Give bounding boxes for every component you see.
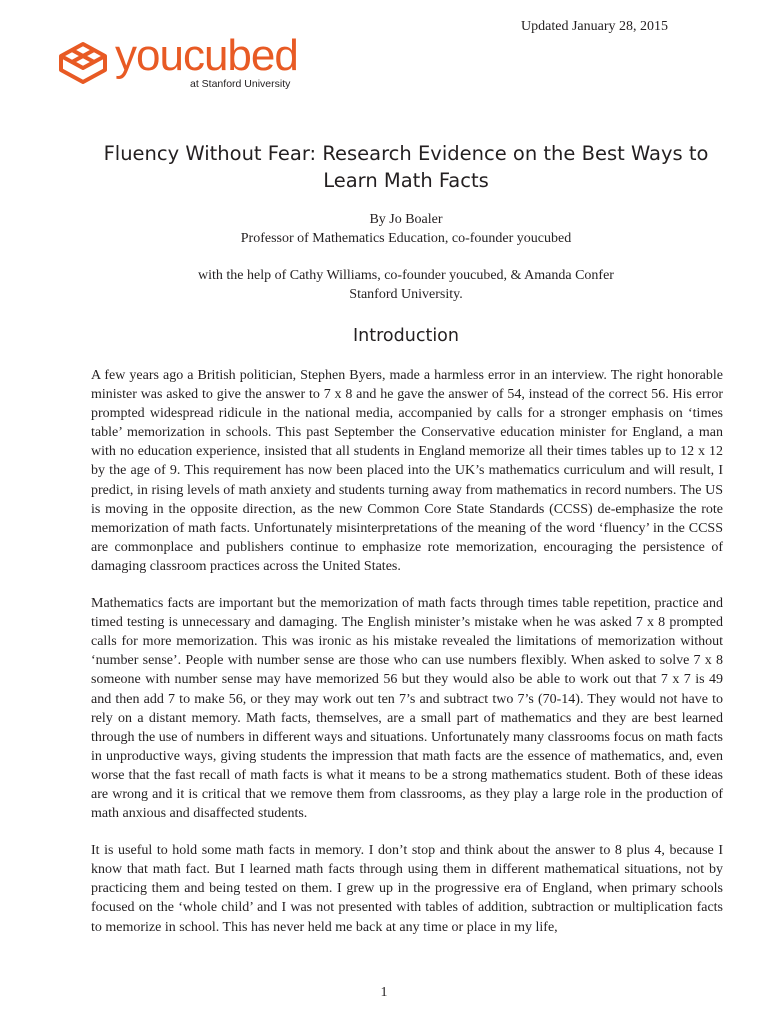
body-text (91, 366, 723, 955)
updated-date: Updated January 28, 2015 (521, 19, 668, 34)
paragraph-2: Mathematics facts are important but the memorization of math facts through times table repetition, practice and timed testing is unnecessary and damaging. The English minister’s mistake when he was asked 7 x 8 prompted calls for more memorization. This was ironic as his mistake revealed the limitations of memorization without ‘number sense’. People with number sense are those who can use numbers flexibly. When asked to solve 7 x 8 someone with number sense may have memorized 56 but they would also be able to work out that 7 x 7 is 49 and then add 7 to make 56, or they may work out ten 7’s and subtract two 7’s (70-14). They would not have to rely on a distant memory. Math facts, themselves, are a small part of mathematics and they are best learned through the use of numbers in different ways and situations. Unfortunately many classrooms focus on math facts in unproductive ways, giving students the impression that math facts are the essence of mathematics, and, even worse that the fast recall of math facts is what it means to be a strong mathematics student. Both of these ideas are wrong and it is critical that we remove them from classrooms, as they play a large role in the production of math anxious and disaffected students. (91, 596, 723, 822)
section-heading: Introduction (353, 326, 459, 346)
cube-logo-icon (57, 40, 109, 86)
logo-word-you: you (115, 31, 183, 80)
help-line: with the help of Cathy Williams, co-founder youcubed, & Amanda Confer (198, 268, 614, 283)
paragraph-1: A few years ago a British politician, Stephen Byers, made a harmless error in an interview. The right honorable minister was asked to give the answer to 7 x 8 and he gave the answer of 54, instead of the correct 56. His error prompted widespread ridicule in the national media, accompanied by calls for a stronger emphasis on ‘times table’ memorization in schools. This past September the Conservative education minister for England, a man with no education experience, insisted that all students in England memorize all their times tables up to 12 x 12 by the age of 9. This requirement has now been placed into the UK’s mathematics curriculum and will result, I predict, in rising levels of math anxiety and students turning away from mathematics in record numbers. The US is moving in the opposite direction, as the new Common Core State Standards (CCSS) de-emphasize the rote memorization of math facts. Unfortunately misinterpretations of the meaning of the word ‘fluency’ in the CCSS are commonplace and publishers continue to emphasize rote memorization, encouraging the persistence of damaging classroom practices across the United States. (91, 368, 723, 574)
document-title: Fluency Without Fear: Research Evidence on the Best Ways to Learn Math Facts (103, 142, 709, 192)
acknowledgement-block (100, 266, 712, 304)
logo-wordmark (115, 31, 298, 81)
author-block (100, 210, 712, 248)
page-number: 1 (380, 985, 388, 1000)
author-byline: By Jo Boaler (369, 212, 443, 227)
help-institution: Stanford University. (349, 287, 463, 302)
logo-subtitle: at Stanford University (190, 78, 291, 90)
youcubed-logo (57, 31, 317, 92)
author-affiliation: Professor of Mathematics Education, co-founder youcubed (240, 231, 572, 246)
paragraph-3: It is useful to hold some math facts in memory. I don’t stop and think about the answer to 8 plus 4, because I know that math fact. But I learned math facts through using them in different mathematical situations, not by practicing them and being tested on them. I grew up in the progressive era of England, when primary schools focused on the ‘whole child’ and I was not presented with tables of addition, subtraction or multiplication facts to memorize in school. This has never held me back at any time or place in my life, (91, 843, 723, 935)
logo-word-cubed: cubed (182, 31, 298, 80)
